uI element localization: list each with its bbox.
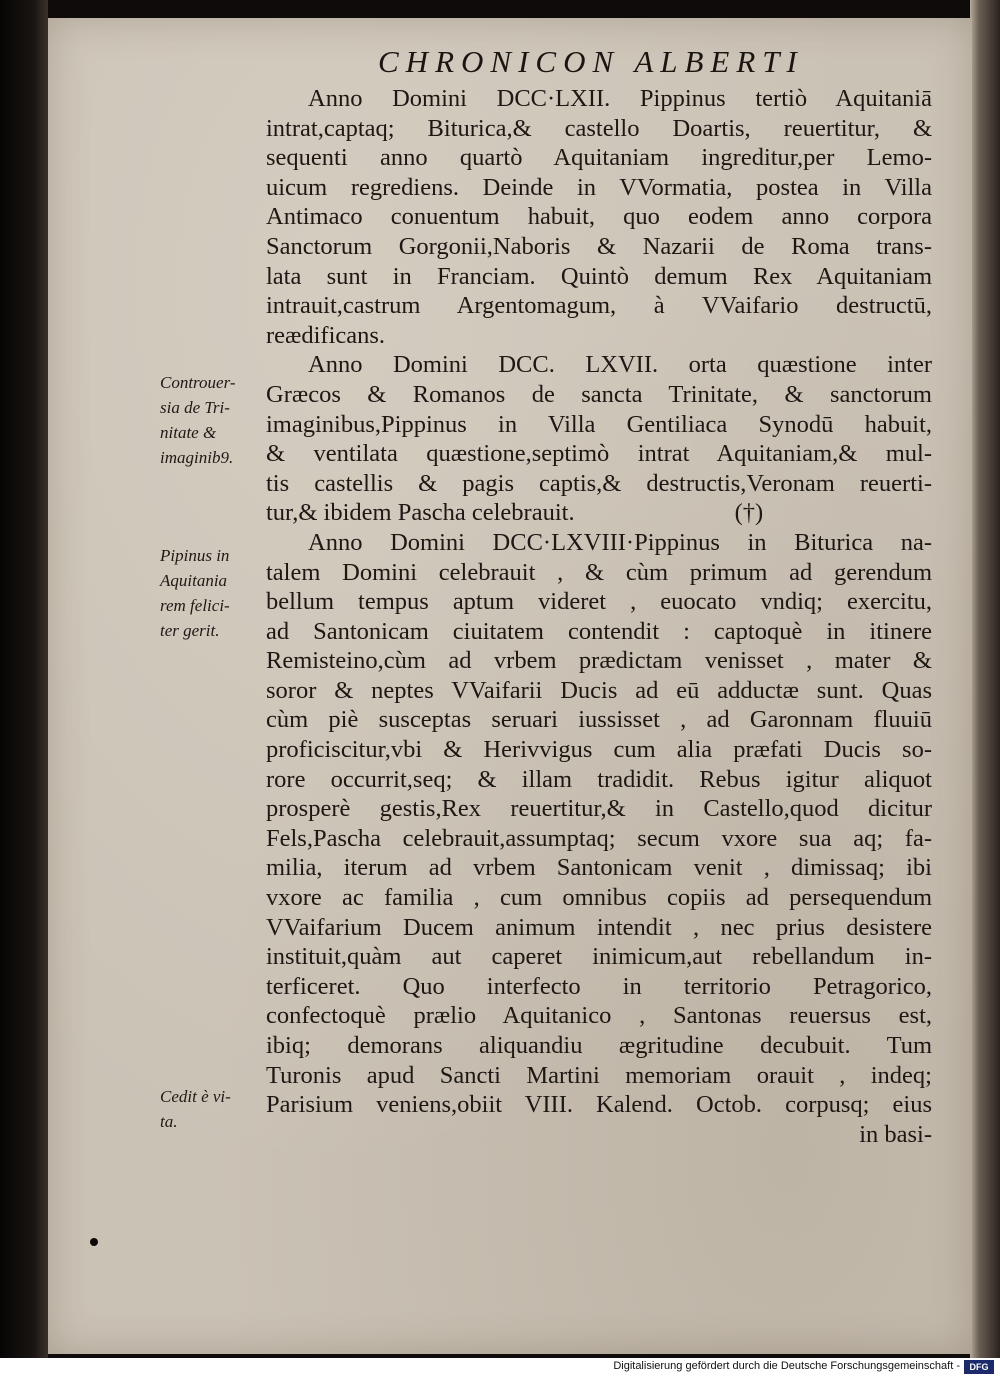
cross-mark: (†) bbox=[734, 499, 764, 527]
margin-note-line: ter gerit. bbox=[160, 621, 220, 640]
scan-border-right bbox=[970, 0, 1000, 1378]
text-line: imaginibus,Pippinus in Villa Gentiliaca Synodū habuit, bbox=[266, 410, 932, 438]
dfg-logo: DFG bbox=[964, 1360, 994, 1374]
text-line: cùm piè susceptas seruari iussisset , ad Garonnam fluuiū bbox=[266, 706, 932, 734]
margin-note-line: Controuer- bbox=[160, 373, 236, 392]
text-line: Anno Domini DCC. LXVII. orta quæstione inter bbox=[308, 351, 932, 379]
digitization-footer bbox=[0, 1358, 1000, 1378]
margin-note-line: ta. bbox=[160, 1112, 178, 1131]
text-line: Remisteino,cùm ad vrbem prædictam venisset , mater & bbox=[266, 647, 932, 675]
text-line: soror & neptes VVaifarii Ducis ad eū adductæ sunt. Quas bbox=[266, 676, 932, 704]
text-line: uicum regrediens. Deinde in VVormatia, postea in Villa bbox=[266, 173, 932, 201]
text-line: proficiscitur,vbi & Herivvigus cum alia præfati Ducis so- bbox=[266, 736, 932, 764]
text-line: confectoquè prælio Aquitanico , Santonas reuersus est, bbox=[266, 1002, 932, 1030]
body-text bbox=[266, 84, 932, 1149]
text-line: prosperè gestis,Rex reuertitur,& in Castello,quod dicitur bbox=[266, 795, 932, 823]
text-line: milia, iterum ad vrbem Santonicam venit , dimissaq; ibi bbox=[266, 854, 932, 882]
text-line: & ventilata quæstione,septimò intrat Aquitaniam,& mul- bbox=[266, 440, 932, 468]
text-line: intrat,captaq; Biturica,& castello Doartis, reuertitur, & bbox=[266, 114, 932, 142]
margin-note-line: Aquitania bbox=[160, 571, 228, 590]
text-line: Turonis apud Sancti Martini memoriam orauit , indeq; bbox=[266, 1061, 932, 1089]
margin-note-line: Cedit è vi- bbox=[160, 1087, 231, 1106]
margin-note-line: rem felici- bbox=[160, 596, 230, 615]
text-line: sequenti anno quartò Aquitaniam ingreditur,per Lemo- bbox=[266, 144, 932, 172]
text-line: Anno Domini DCC·LXII. Pippinus tertiò Aquitaniā bbox=[308, 85, 932, 112]
margin-note-line: Pipinus in bbox=[160, 546, 230, 565]
catchword: in basi- bbox=[859, 1120, 932, 1148]
text-line: ibiq; demorans aliquandiu ægritudine decubuit. Tum bbox=[266, 1032, 932, 1059]
text-line: intrauit,castrum Argentomagum, à VVaifario destructū, bbox=[266, 292, 932, 320]
margin-note-line: nitate & bbox=[160, 423, 217, 442]
text-line: Anno Domini DCC·LXVIII·Pippinus in Biturica na- bbox=[308, 528, 932, 556]
text-line: rore occurrit,seq; & illam tradidit. Rebus igitur aliquot bbox=[266, 765, 932, 793]
text-line: tis castellis & pagis captis,& destructis,Veronam reuerti- bbox=[266, 469, 932, 497]
text-line: bellum tempus aptum videret , euocato vndiq; exercitu, bbox=[266, 588, 932, 616]
text-line: talem Domini celebrauit , & cùm primum ad gerendum bbox=[266, 558, 932, 586]
text-line: Sanctorum Gorgonii,Naboris & Nazarii de Roma trans- bbox=[266, 232, 932, 260]
text-line-content: tur,& ibidem Pascha celebrauit. bbox=[266, 499, 575, 527]
book-page bbox=[48, 18, 972, 1354]
text-line: reædificans. bbox=[266, 321, 386, 349]
text-line: Parisium veniens,obiit VIII. Kalend. Octob. corpusq; eius bbox=[266, 1091, 932, 1119]
margin-note-line: sia de Tri- bbox=[160, 398, 230, 417]
funding-credit: Digitalisierung gefördert durch die Deutsche Forschungsgemeinschaft - bbox=[613, 1360, 960, 1372]
text-line: terficeret. Quo interfecto in territorio Petragorico, bbox=[266, 972, 932, 1000]
text-line: Fels,Pascha celebrauit,assumptaq; secum vxore sua aq; fa- bbox=[266, 824, 932, 852]
margin-note-pippinus bbox=[160, 543, 272, 643]
text-line: VVaifarium Ducem animum intendit , nec prius desistere bbox=[266, 913, 932, 941]
scan-dot bbox=[90, 1238, 98, 1246]
margin-note-line: imaginib9. bbox=[160, 448, 234, 467]
text-line bbox=[266, 498, 932, 528]
margin-note-controversy bbox=[160, 370, 272, 470]
text-line: Græcos & Romanos de sancta Trinitate, & sanctorum bbox=[266, 380, 932, 408]
margin-note-death bbox=[160, 1084, 272, 1134]
text-line: instituit,quàm aut caperet inimicum,aut rebellandum in- bbox=[266, 943, 932, 971]
running-head: CHRONICON ALBERTI bbox=[378, 44, 804, 79]
text-line: lata sunt in Franciam. Quintò demum Rex Aquitaniam bbox=[266, 262, 932, 290]
scan-border-left bbox=[0, 0, 48, 1378]
text-line: Antimaco conuentum habuit, quo eodem anno corpora bbox=[266, 203, 932, 231]
text-line: ad Santonicam ciuitatem contendit : captoquè in itinere bbox=[266, 617, 932, 645]
text-line: vxore ac familia , cum omnibus copiis ad persequendum bbox=[266, 884, 932, 912]
